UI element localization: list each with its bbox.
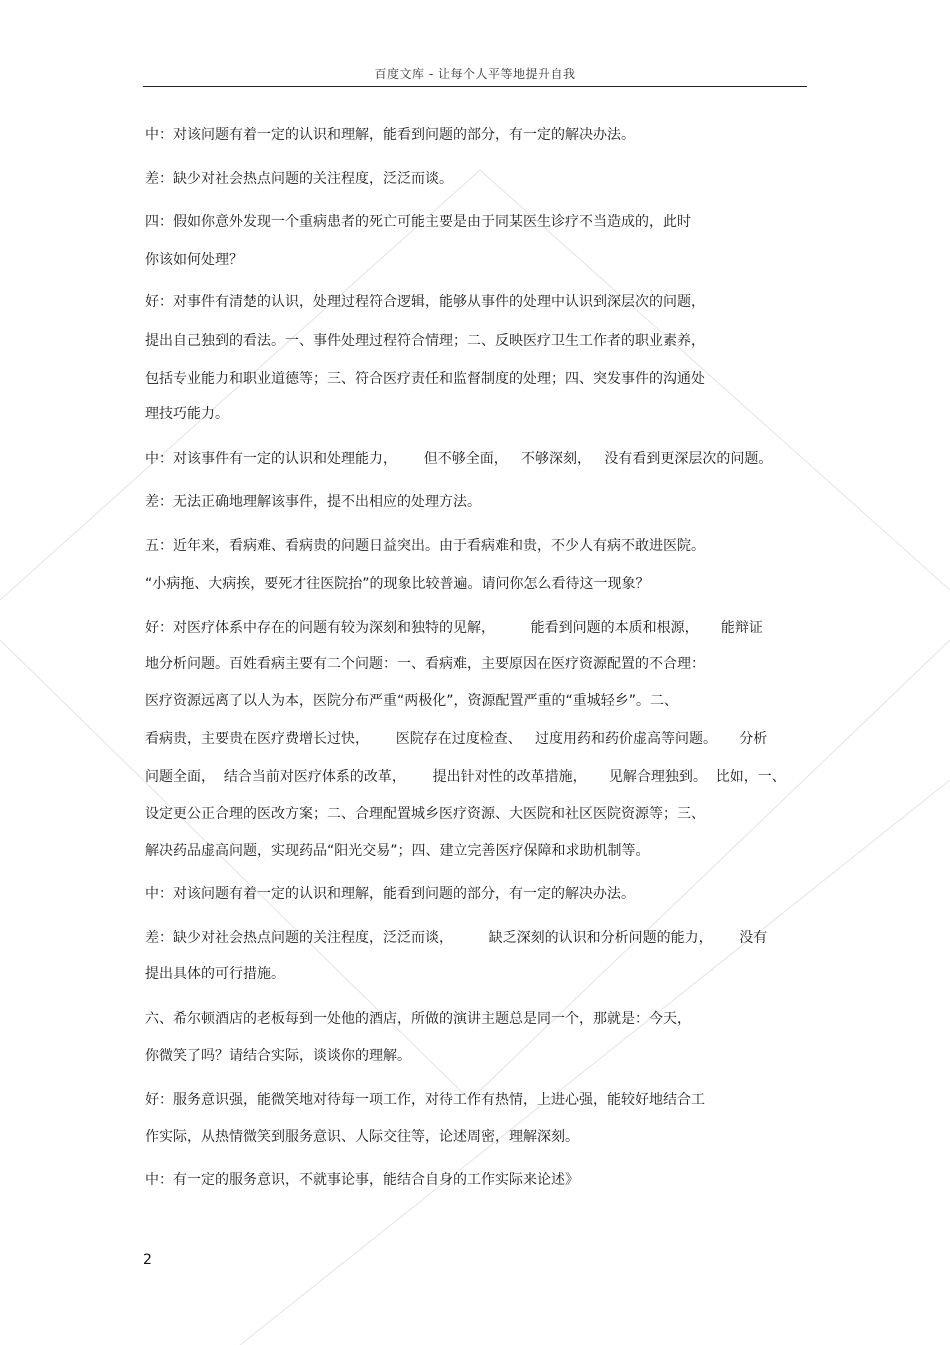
text-line: 五：近年来，看病难、看病贵的问题日益突出。由于看病难和贵，不少人有病不敢进医院。	[145, 538, 705, 554]
text-line: 六、希尔顿酒店的老板每到一处他的酒店，所做的演讲主题总是同一个，那就是：今天，	[145, 1011, 691, 1027]
text-line: 好：服务意识强，能微笑地对待每一项工作，对待工作有热情，上进心强，能较好地结合工	[145, 1092, 705, 1108]
text-line: 包括专业能力和职业道德等；三、符合医疗责任和监督制度的处理；四、突发事件的沟通处	[145, 371, 705, 387]
text-line: 理技巧能力。	[145, 406, 229, 422]
text-line: 解决药品虚高问题，实现药品“阳光交易”；四、建立完善医疗保障和求助机制等。	[145, 843, 650, 859]
text-line: 四：假如你意外发现一个重病患者的死亡可能主要是由于同某医生诊疗不当造成的，此时	[145, 214, 691, 230]
text-line: 差：缺少对社会热点问题的关注程度，泛泛而谈。	[145, 171, 453, 187]
text-line: 提出自己独到的看法。一、事件处理过程符合情理；二、反映医疗卫生工作者的职业素养，	[145, 333, 705, 349]
text-line: 好：对事件有清楚的认识，处理过程符合逻辑，能够从事件的处理中认识到深层次的问题，	[145, 294, 705, 310]
text-line: 差：无法正确地理解该事件，提不出相应的处理方法。	[145, 494, 481, 510]
text-line: 你该如何处理？	[145, 252, 243, 268]
text-line: 提出具体的可行措施。	[145, 966, 285, 982]
page-header: 百度文库 - 让每个人平等地提升自我	[143, 64, 807, 87]
text-line: 差：缺少对社会热点问题的关注程度，泛泛而谈， 缺乏深刻的认识和分析问题的能力， 没有	[145, 930, 768, 946]
text-line: 好：对医疗体系中存在的问题有较为深刻和独特的见解， 能看到问题的本质和根源， 能辩证	[145, 620, 763, 636]
text-line: “小病拖、大病挨，要死才往医院抬”的现象比较普遍。请问你怎么看待这一现象？	[145, 576, 650, 592]
text-line: 看病贵，主要贵在医疗费增长过快， 医院存在过度检查、 过度用药和药价虚高等问题。 分析	[145, 731, 768, 747]
text-line: 中：对该问题有着一定的认识和理解，能看到问题的部分，有一定的解决办法。	[145, 127, 635, 143]
text-line: 问题全面， 结合当前对医疗体系的改革， 提出针对性的改革措施， 见解合理独到。 比如，一、	[145, 769, 786, 785]
text-line: 医疗资源远离了以人为本，医院分布严重“两极化”，资源配置严重的“重城轻乡”。二、	[145, 693, 679, 709]
text-line: 设定更公正合理的医改方案；二、合理配置城乡医疗资源、大医院和社区医院资源等；三、	[145, 806, 705, 822]
text-line: 中：对该事件有一定的认识和处理能力， 但不够全面， 不够深刻， 没有看到更深层次的问题。	[145, 451, 773, 467]
text-line: 中：对该问题有着一定的认识和理解，能看到问题的部分，有一定的解决办法。	[145, 886, 635, 902]
text-line: 中：有一定的服务意识，不就事论事，能结合自身的工作实际来论述》	[145, 1172, 579, 1188]
text-line: 你微笑了吗？请结合实际，谈谈你的理解。	[145, 1048, 411, 1064]
text-line: 地分析问题。百姓看病主要有二个问题：一、看病难，主要原因在医疗资源配置的不合理：	[145, 656, 705, 672]
text-line: 作实际，从热情微笑到服务意识、人际交往等，论述周密，理解深刻。	[145, 1129, 579, 1145]
page-number: 2	[143, 1252, 152, 1268]
